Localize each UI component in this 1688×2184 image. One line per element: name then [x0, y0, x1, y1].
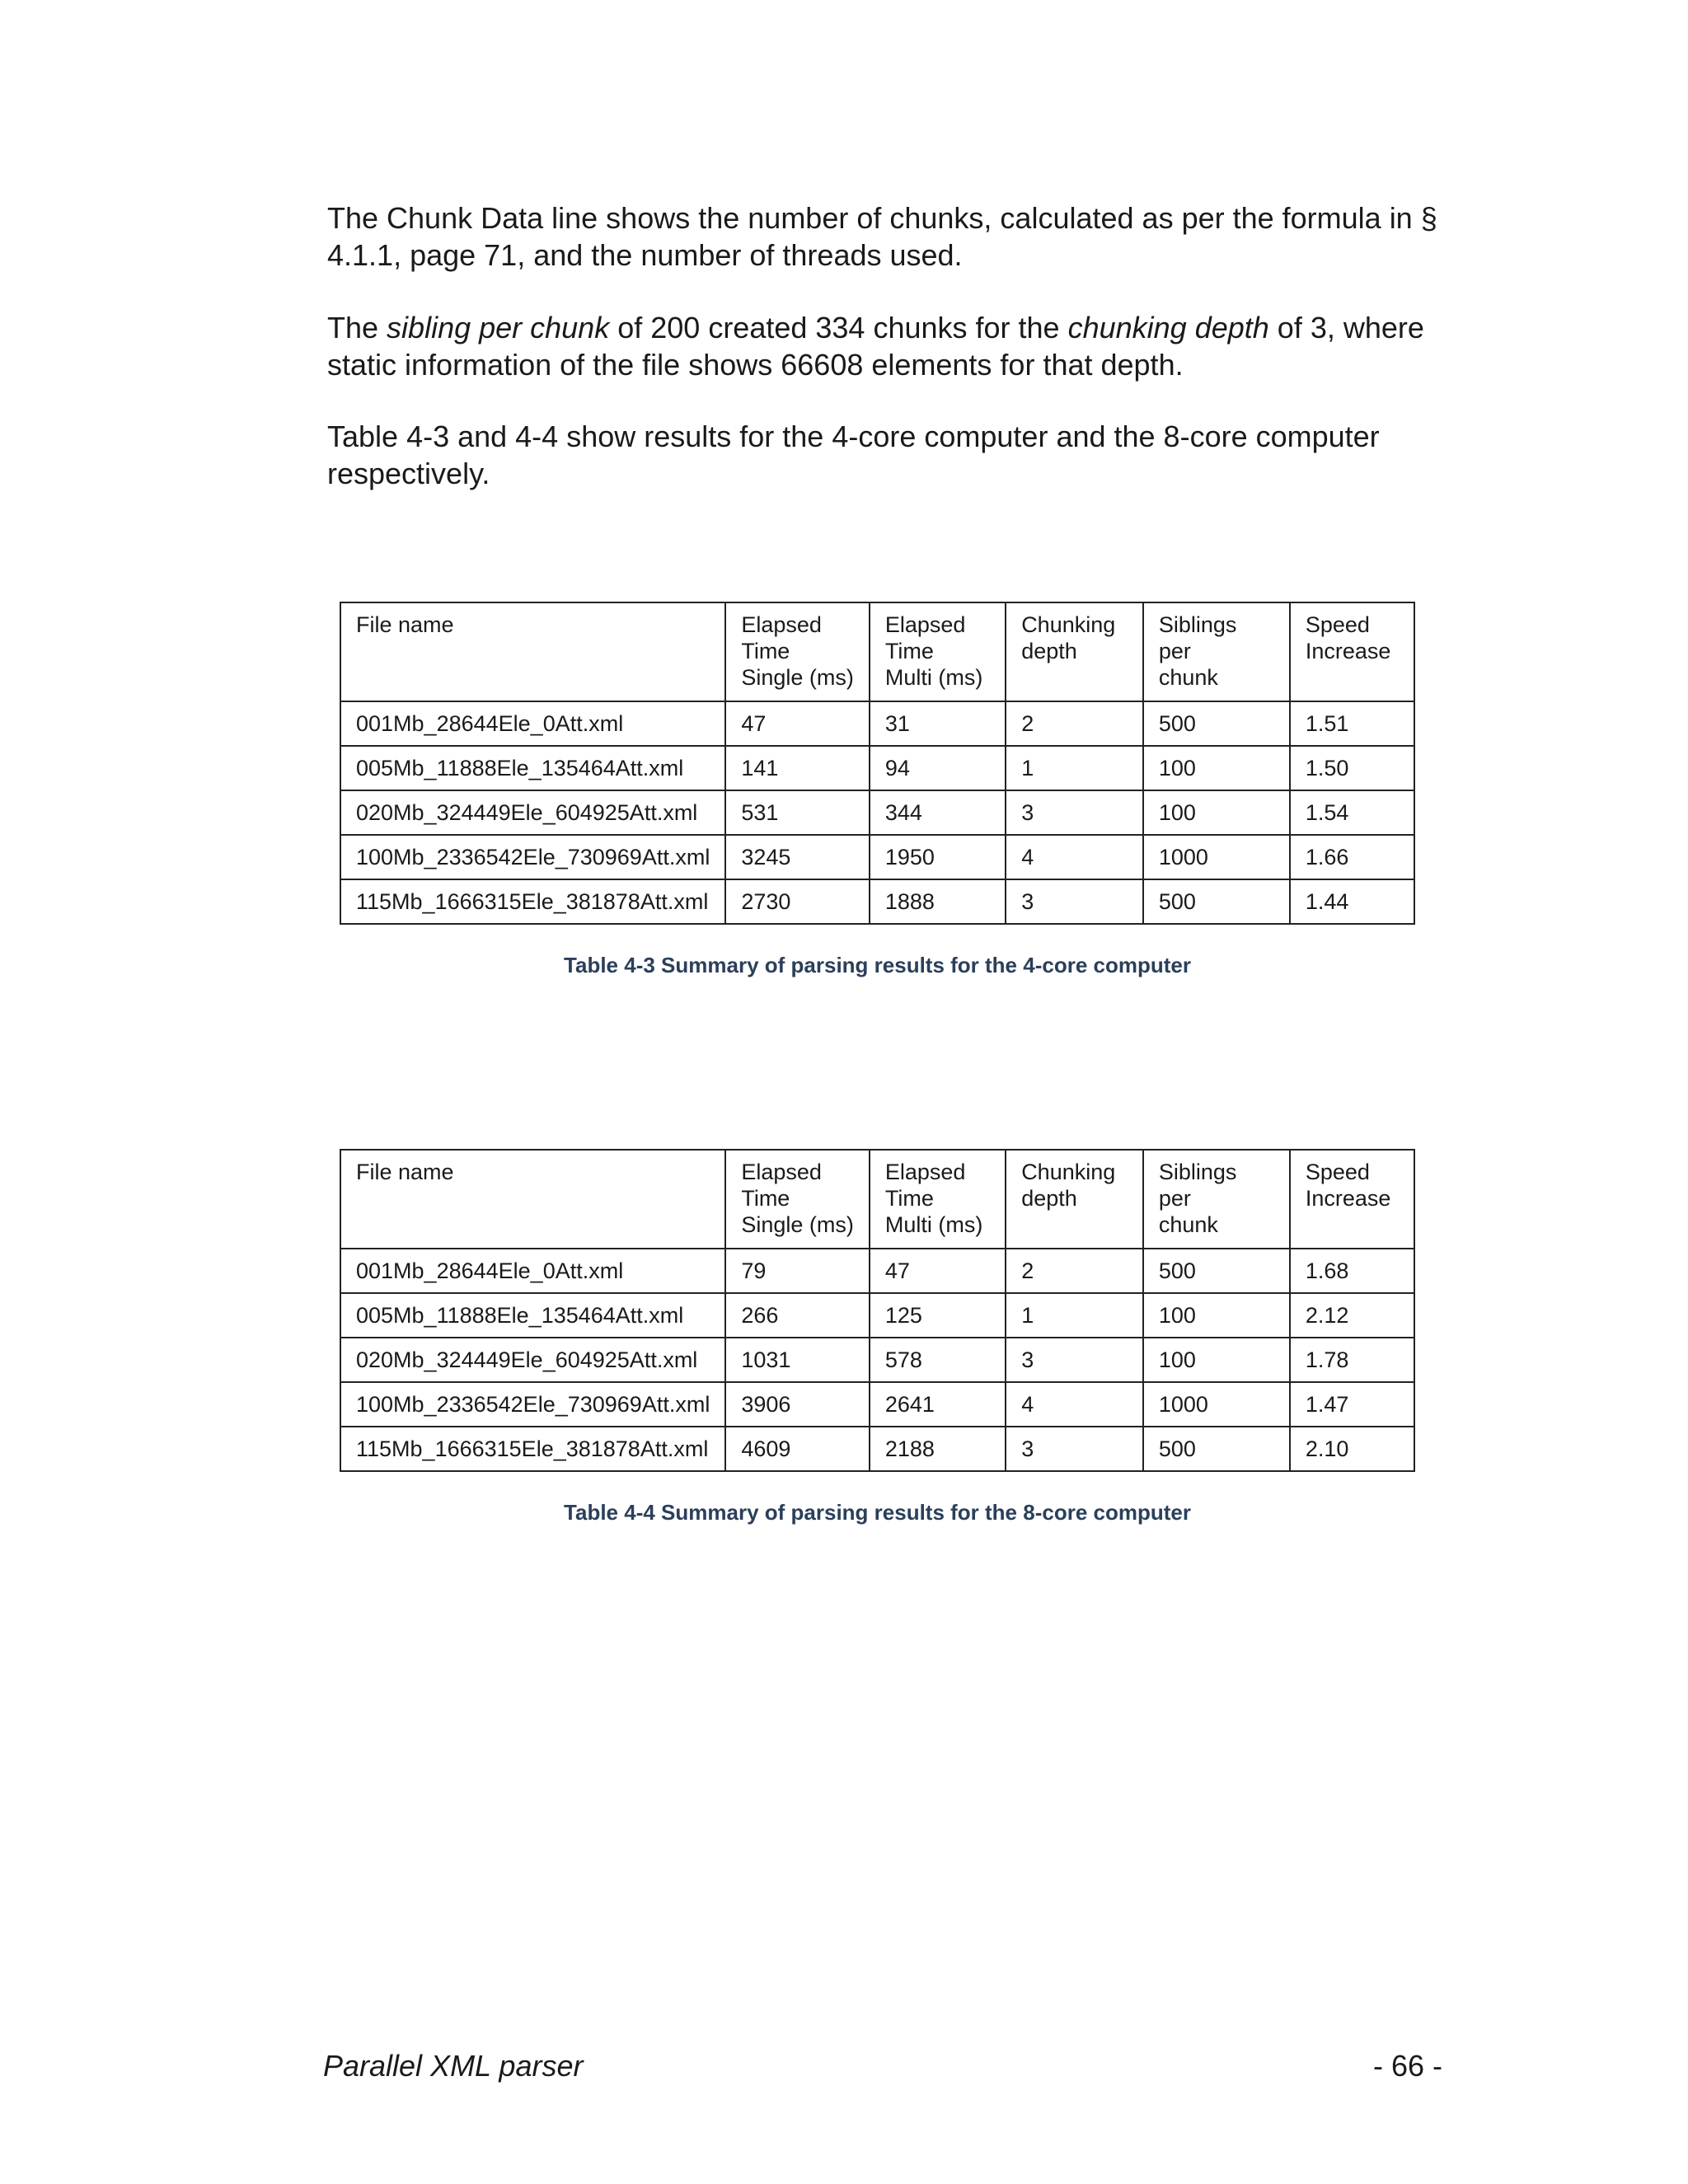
cell-siblings-per-chunk: 1000 [1143, 835, 1290, 879]
table-row [340, 1249, 1414, 1293]
cell-siblings-per-chunk: 500 [1143, 701, 1290, 746]
header-elapsed-single [725, 1150, 870, 1249]
header-line: Single (ms) [741, 1212, 854, 1237]
cell-speed-increase: 1.66 [1290, 835, 1414, 879]
header-line: Elapsed [741, 612, 822, 637]
cell-elapsed-single: 3245 [725, 835, 870, 879]
header-line: Time [741, 639, 790, 663]
cell-siblings-per-chunk: 100 [1143, 746, 1290, 790]
header-siblings-per-chunk [1143, 602, 1290, 701]
header-line: Elapsed [884, 612, 966, 637]
table-row [340, 790, 1414, 835]
cell-elapsed-single: 1031 [725, 1338, 870, 1382]
cell-chunking-depth: 4 [1006, 1382, 1143, 1427]
table-caption-4-4: Table 4-4 Summary of parsing results for the 8-core computer [564, 1500, 1191, 1525]
cell-elapsed-multi: 344 [870, 790, 1006, 835]
cell-elapsed-multi: 47 [870, 1249, 1006, 1293]
cell-file-name: 020Mb_324449Ele_604925Att.xml [340, 1338, 725, 1382]
cell-elapsed-multi: 94 [870, 746, 1006, 790]
cell-chunking-depth: 1 [1006, 746, 1143, 790]
cell-siblings-per-chunk: 500 [1143, 879, 1290, 924]
cell-file-name: 100Mb_2336542Ele_730969Att.xml [340, 835, 725, 879]
header-chunking-depth [1006, 602, 1143, 701]
results-table-8-core [340, 1149, 1415, 1472]
header-file-name: File name [340, 602, 725, 701]
header-line: Single (ms) [741, 665, 854, 690]
header-line: Time [884, 639, 934, 663]
cell-file-name: 115Mb_1666315Ele_381878Att.xml [340, 879, 725, 924]
table-header-row [340, 602, 1414, 701]
cell-elapsed-multi: 2641 [870, 1382, 1006, 1427]
cell-speed-increase: 1.50 [1290, 746, 1414, 790]
cell-siblings-per-chunk: 500 [1143, 1427, 1290, 1471]
cell-file-name: 001Mb_28644Ele_0Att.xml [340, 701, 725, 746]
table-row [340, 1382, 1414, 1427]
header-line: Increase [1305, 639, 1391, 663]
cell-elapsed-single: 141 [725, 746, 870, 790]
paragraph-text: of 3, where static information of the file shows 66608 elements for that depth. [327, 311, 1424, 382]
header-line: Speed [1305, 1160, 1370, 1184]
header-line: Multi (ms) [884, 1212, 983, 1237]
footer-document-title: Parallel XML parser [323, 2049, 584, 2083]
header-file-name: File name [340, 1150, 725, 1249]
paragraph-tables-intro: Table 4-3 and 4-4 show results for the 4-core computer and the 8-core computer respectively. [327, 419, 1380, 490]
header-line: Time [884, 1186, 934, 1211]
paragraph-text: of 200 created 334 chunks for the [609, 311, 1068, 344]
cell-speed-increase: 1.68 [1290, 1249, 1414, 1293]
header-line: Time [741, 1186, 790, 1211]
header-elapsed-multi [870, 1150, 1006, 1249]
cell-chunking-depth: 2 [1006, 1249, 1143, 1293]
header-elapsed-multi [870, 602, 1006, 701]
cell-elapsed-single: 47 [725, 701, 870, 746]
paragraph-sibling-per-chunk [327, 309, 1481, 383]
header-line: Speed [1305, 612, 1370, 637]
header-elapsed-single [725, 602, 870, 701]
header-speed-increase [1290, 1150, 1414, 1249]
header-line: chunk [1158, 665, 1218, 690]
cell-chunking-depth: 3 [1006, 790, 1143, 835]
header-speed-increase [1290, 602, 1414, 701]
table-row [340, 746, 1414, 790]
cell-chunking-depth: 1 [1006, 1293, 1143, 1338]
table-caption-4-3: Table 4-3 Summary of parsing results for the 4-core computer [564, 953, 1191, 977]
results-table-4-core [340, 602, 1415, 925]
cell-elapsed-multi: 1950 [870, 835, 1006, 879]
italic-term-sibling-per-chunk: sibling per chunk [387, 311, 610, 344]
italic-term-chunking-depth: chunking depth [1067, 311, 1269, 344]
cell-elapsed-single: 3906 [725, 1382, 870, 1427]
header-line: depth [1021, 1186, 1077, 1211]
header-line: Siblings per [1158, 1160, 1237, 1211]
cell-speed-increase: 1.44 [1290, 879, 1414, 924]
cell-file-name: 020Mb_324449Ele_604925Att.xml [340, 790, 725, 835]
header-line: Siblings per [1158, 612, 1237, 663]
cell-elapsed-multi: 1888 [870, 879, 1006, 924]
cell-siblings-per-chunk: 100 [1143, 1293, 1290, 1338]
cell-chunking-depth: 3 [1006, 879, 1143, 924]
cell-speed-increase: 1.78 [1290, 1338, 1414, 1382]
table-row [340, 1338, 1414, 1382]
table-row [340, 835, 1414, 879]
header-chunking-depth [1006, 1150, 1143, 1249]
header-siblings-per-chunk [1143, 1150, 1290, 1249]
header-line: Elapsed [884, 1160, 966, 1184]
cell-chunking-depth: 3 [1006, 1427, 1143, 1471]
cell-speed-increase: 1.47 [1290, 1382, 1414, 1427]
cell-file-name: 100Mb_2336542Ele_730969Att.xml [340, 1382, 725, 1427]
cell-file-name: 115Mb_1666315Ele_381878Att.xml [340, 1427, 725, 1471]
table-row [340, 701, 1414, 746]
cell-speed-increase: 1.51 [1290, 701, 1414, 746]
cell-speed-increase: 2.10 [1290, 1427, 1414, 1471]
cell-siblings-per-chunk: 100 [1143, 790, 1290, 835]
cell-elapsed-single: 79 [725, 1249, 870, 1293]
paragraph-text: The [327, 311, 387, 344]
table-header-row [340, 1150, 1414, 1249]
cell-file-name: 001Mb_28644Ele_0Att.xml [340, 1249, 725, 1293]
table-row [340, 879, 1414, 924]
cell-chunking-depth: 2 [1006, 701, 1143, 746]
cell-elapsed-multi: 578 [870, 1338, 1006, 1382]
header-line: Chunking [1021, 612, 1116, 637]
cell-elapsed-single: 266 [725, 1293, 870, 1338]
header-line: Multi (ms) [884, 665, 983, 690]
paragraph-chunk-data: The Chunk Data line shows the number of chunks, calculated as per the formula in § 4.1.1, page 71, and the number of threads used. [327, 201, 1437, 272]
header-line: Chunking [1021, 1160, 1116, 1184]
cell-elapsed-multi: 125 [870, 1293, 1006, 1338]
header-line: depth [1021, 639, 1077, 663]
footer-page-number: - 66 - [1373, 2049, 1443, 2083]
cell-file-name: 005Mb_11888Ele_135464Att.xml [340, 1293, 725, 1338]
cell-speed-increase: 1.54 [1290, 790, 1414, 835]
table-row [340, 1293, 1414, 1338]
cell-speed-increase: 2.12 [1290, 1293, 1414, 1338]
table-row [340, 1427, 1414, 1471]
cell-elapsed-multi: 31 [870, 701, 1006, 746]
cell-chunking-depth: 4 [1006, 835, 1143, 879]
header-line: chunk [1158, 1212, 1218, 1237]
cell-elapsed-multi: 2188 [870, 1427, 1006, 1471]
cell-elapsed-single: 4609 [725, 1427, 870, 1471]
header-line: Elapsed [741, 1160, 822, 1184]
cell-elapsed-single: 2730 [725, 879, 870, 924]
header-line: Increase [1305, 1186, 1391, 1211]
cell-chunking-depth: 3 [1006, 1338, 1143, 1382]
cell-siblings-per-chunk: 500 [1143, 1249, 1290, 1293]
cell-siblings-per-chunk: 1000 [1143, 1382, 1290, 1427]
cell-elapsed-single: 531 [725, 790, 870, 835]
cell-siblings-per-chunk: 100 [1143, 1338, 1290, 1382]
cell-file-name: 005Mb_11888Ele_135464Att.xml [340, 746, 725, 790]
